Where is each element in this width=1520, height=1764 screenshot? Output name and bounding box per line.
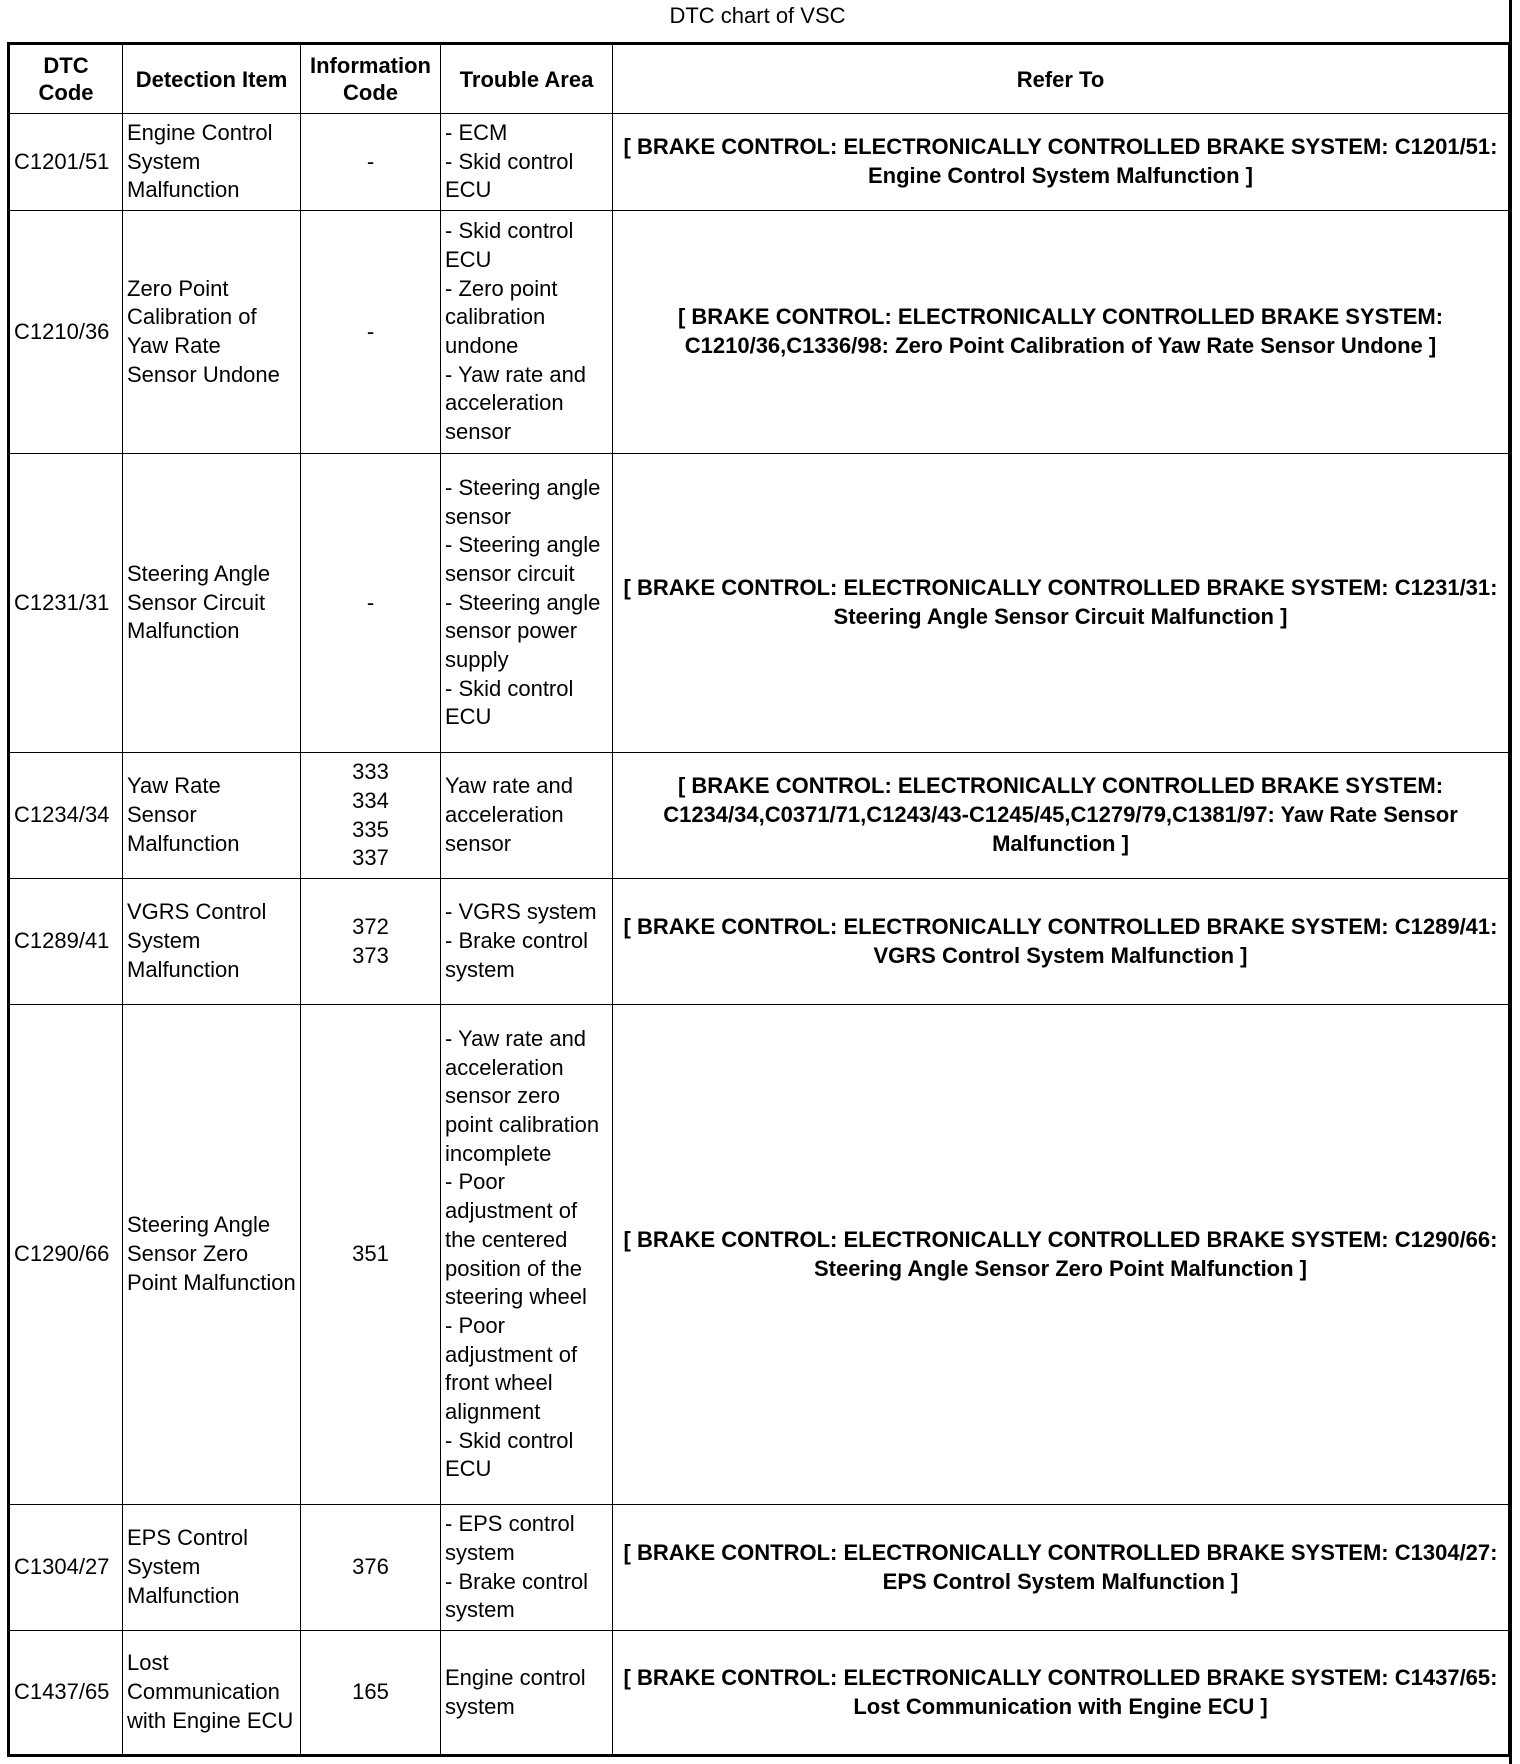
trouble-area-cell [441, 114, 613, 211]
trouble-area-cell [441, 454, 613, 753]
trouble-area-item: - Skid control ECU [445, 675, 574, 730]
information-code-value: 372 [352, 913, 389, 939]
table-row [9, 211, 1510, 454]
header-refer-to: Refer To [613, 44, 1510, 114]
trouble-area-item: - Steering angle sensor power supply [445, 589, 601, 673]
trouble-area-item: - Poor adjustment of the centered position of the steering wheel [445, 1169, 587, 1310]
trouble-area-item: - Yaw rate and acceleration sensor zero point calibration incomplete [445, 1025, 600, 1166]
header-detection-item: Detection Item [123, 44, 301, 114]
refer-to-cell: [ BRAKE CONTROL: ELECTRONICALLY CONTROLLED BRAKE SYSTEM: C1210/36,C1336/98: Zero Point Calibration of Yaw Rate Sensor Undone ] [613, 211, 1510, 454]
table-row [9, 1505, 1510, 1631]
header-trouble-area: Trouble Area [441, 44, 613, 114]
refer-to-cell: [ BRAKE CONTROL: ELECTRONICALLY CONTROLLED BRAKE SYSTEM: C1231/31: Steering Angle Sensor Circuit Malfunction ] [613, 454, 1510, 753]
trouble-area-item: - EPS control system [445, 1511, 575, 1565]
information-code-value: 335 [352, 816, 389, 842]
information-code-value: 373 [352, 942, 389, 968]
dtc-code-cell: C1234/34 [9, 753, 123, 879]
header-row [9, 44, 1510, 114]
information-code-cell: - [301, 454, 441, 753]
information-code-cell: 351 [301, 1005, 441, 1505]
refer-to-cell: [ BRAKE CONTROL: ELECTRONICALLY CONTROLLED BRAKE SYSTEM: C1201/51: Engine Control System Malfunction ] [613, 114, 1510, 211]
table-row [9, 753, 1510, 879]
refer-to-cell: [ BRAKE CONTROL: ELECTRONICALLY CONTROLLED BRAKE SYSTEM: C1289/41: VGRS Control System Malfunction ] [613, 879, 1510, 1005]
detection-item-cell: VGRS Control System Malfunction [123, 879, 301, 1005]
trouble-area-cell [441, 753, 613, 879]
table-row [9, 1631, 1510, 1756]
trouble-area-cell [441, 211, 613, 454]
refer-to-cell: [ BRAKE CONTROL: ELECTRONICALLY CONTROLLED BRAKE SYSTEM: C1437/65: Lost Communication with Engine ECU ] [613, 1631, 1510, 1756]
detection-item-cell: Lost Communication with Engine ECU [123, 1631, 301, 1756]
detection-item-cell: Steering Angle Sensor Circuit Malfunction [123, 454, 301, 753]
trouble-area-item: - Brake control system [445, 928, 589, 982]
table-row [9, 879, 1510, 1005]
information-code-value: 333 [352, 759, 389, 785]
detection-item-cell: Zero Point Calibration of Yaw Rate Sensor Undone [123, 211, 301, 454]
trouble-area-item: - Brake control system [445, 1568, 589, 1623]
detection-item-cell: Steering Angle Sensor Zero Point Malfunction [123, 1005, 301, 1505]
page-title: DTC chart of VSC [669, 3, 846, 28]
information-code-cell: 165 [301, 1631, 441, 1756]
trouble-area-item: - Skid control ECU [445, 148, 574, 203]
trouble-area-item: - Steering angle sensor circuit [445, 532, 601, 586]
trouble-area-item: - VGRS system [445, 899, 597, 925]
trouble-area-item: - Yaw rate and acceleration sensor [445, 361, 587, 445]
trouble-area-cell [441, 1505, 613, 1631]
refer-to-cell: [ BRAKE CONTROL: ELECTRONICALLY CONTROLLED BRAKE SYSTEM: C1304/27: EPS Control System Malfunction ] [613, 1505, 1510, 1631]
dtc-table [7, 42, 1511, 1757]
trouble-area-item: - Poor adjustment of front wheel alignment [445, 1312, 578, 1425]
refer-to-cell: [ BRAKE CONTROL: ELECTRONICALLY CONTROLLED BRAKE SYSTEM: C1234/34,C0371/71,C1243/43-C1245/45,C1279/79,C1381/97: Yaw Rate Sensor Malfunction ] [613, 753, 1510, 879]
header-information-code: Information Code [301, 44, 441, 114]
trouble-area-item: - ECM [445, 119, 508, 145]
information-code-cell: 376 [301, 1505, 441, 1631]
information-code-value: 337 [352, 845, 389, 871]
trouble-area-cell [441, 1005, 613, 1505]
trouble-area-item: Engine control system [445, 1664, 586, 1719]
table-row [9, 454, 1510, 753]
dtc-code-cell: C1210/36 [9, 211, 123, 454]
trouble-area-item: - Zero point calibration undone [445, 275, 558, 358]
information-code-cell [301, 753, 441, 879]
dtc-code-cell: C1201/51 [9, 114, 123, 211]
detection-item-cell: EPS Control System Malfunction [123, 1505, 301, 1631]
trouble-area-cell [441, 879, 613, 1005]
detection-item-cell: Yaw Rate Sensor Malfunction [123, 753, 301, 879]
trouble-area-item: - Skid control ECU [445, 1427, 574, 1482]
refer-to-cell: [ BRAKE CONTROL: ELECTRONICALLY CONTROLLED BRAKE SYSTEM: C1290/66: Steering Angle Sensor Zero Point Malfunction ] [613, 1005, 1510, 1505]
table-row [9, 1005, 1510, 1505]
information-code-cell: - [301, 114, 441, 211]
information-code-value: 334 [352, 787, 389, 813]
dtc-code-cell: C1289/41 [9, 879, 123, 1005]
trouble-area-item: - Skid control ECU [445, 218, 574, 272]
trouble-area-item: - Steering angle sensor [445, 474, 601, 529]
dtc-code-cell: C1290/66 [9, 1005, 123, 1505]
trouble-area-cell [441, 1631, 613, 1756]
table-row [9, 114, 1510, 211]
trouble-area-item: Yaw rate and acceleration sensor [445, 773, 574, 856]
information-code-cell [301, 879, 441, 1005]
detection-item-cell: Engine Control System Malfunction [123, 114, 301, 211]
dtc-code-cell: C1437/65 [9, 1631, 123, 1756]
dtc-code-cell: C1231/31 [9, 454, 123, 753]
information-code-cell: - [301, 211, 441, 454]
header-dtc-code: DTC Code [9, 44, 123, 114]
dtc-code-cell: C1304/27 [9, 1505, 123, 1631]
